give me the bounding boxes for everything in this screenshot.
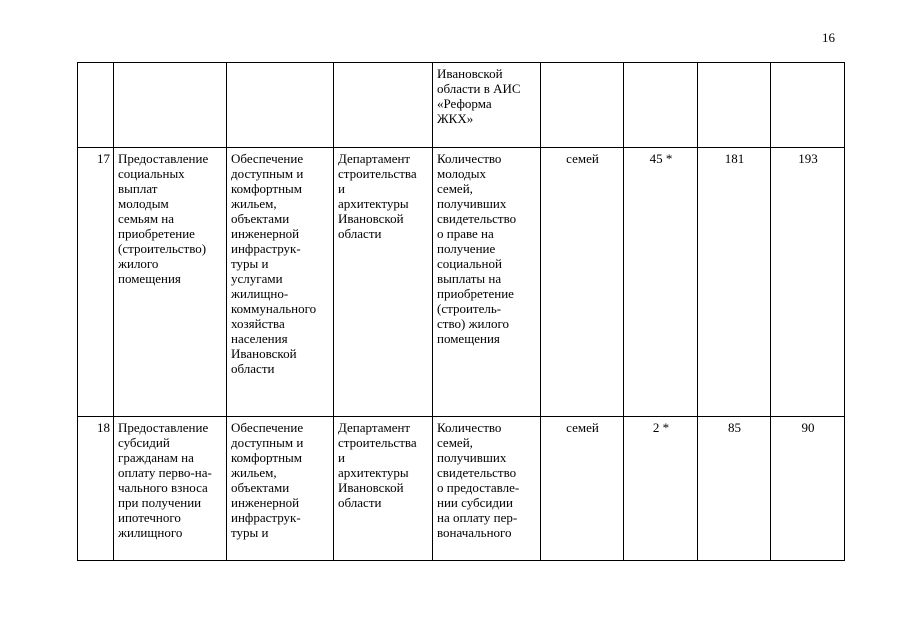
unit-cell: семей <box>541 417 624 561</box>
value-cell-1 <box>624 63 698 148</box>
executor-cell: Департамент строительства и архитектуры Ивановской области <box>334 148 433 417</box>
event-cell: Предоставление социальных выплат молодым семьям на приобретение (строительство) жилого помещения <box>114 148 227 417</box>
unit-cell <box>541 63 624 148</box>
event-cell <box>114 63 227 148</box>
executor-cell <box>334 63 433 148</box>
value-cell-2 <box>698 63 771 148</box>
indicator-cell: Ивановской области в АИС «Реформа ЖКХ» <box>433 63 541 148</box>
table-row-continued <box>78 63 845 148</box>
value-cell-3: 193 <box>771 148 845 417</box>
value-cell-2: 85 <box>698 417 771 561</box>
value-cell-1: 2 * <box>624 417 698 561</box>
event-cell: Предоставление субсидий гражданам на оплату перво-на- чального взноса при получении ипотечного жилищного <box>114 417 227 561</box>
table-row-17 <box>78 148 845 417</box>
executor-cell: Департамент строительства и архитектуры Ивановской области <box>334 417 433 561</box>
row-number-cell: 18 <box>78 417 114 561</box>
value-cell-1: 45 * <box>624 148 698 417</box>
value-cell-2: 181 <box>698 148 771 417</box>
value-cell-3: 90 <box>771 417 845 561</box>
goal-cell: Обеспечение доступным и комфортным жильем, объектами инженерной инфраструк- туры и <box>227 417 334 561</box>
value-cell-3 <box>771 63 845 148</box>
program-table <box>77 62 845 561</box>
goal-cell <box>227 63 334 148</box>
unit-cell: семей <box>541 148 624 417</box>
indicator-cell: Количество семей, получивших свидетельство о предоставле- нии субсидии на оплату пер- воначального <box>433 417 541 561</box>
row-number-cell <box>78 63 114 148</box>
page-number: 16 <box>822 30 835 45</box>
row-number-cell: 17 <box>78 148 114 417</box>
indicator-cell: Количество молодых семей, получивших свидетельство о праве на получение социальной выплаты на приобретение (строитель- ство) жилого помещения <box>433 148 541 417</box>
table-row-18 <box>78 417 845 561</box>
goal-cell: Обеспечение доступным и комфортным жильем, объектами инженерной инфраструк- туры и услугами жилищно- коммунального хозяйства населения Ивановской области <box>227 148 334 417</box>
